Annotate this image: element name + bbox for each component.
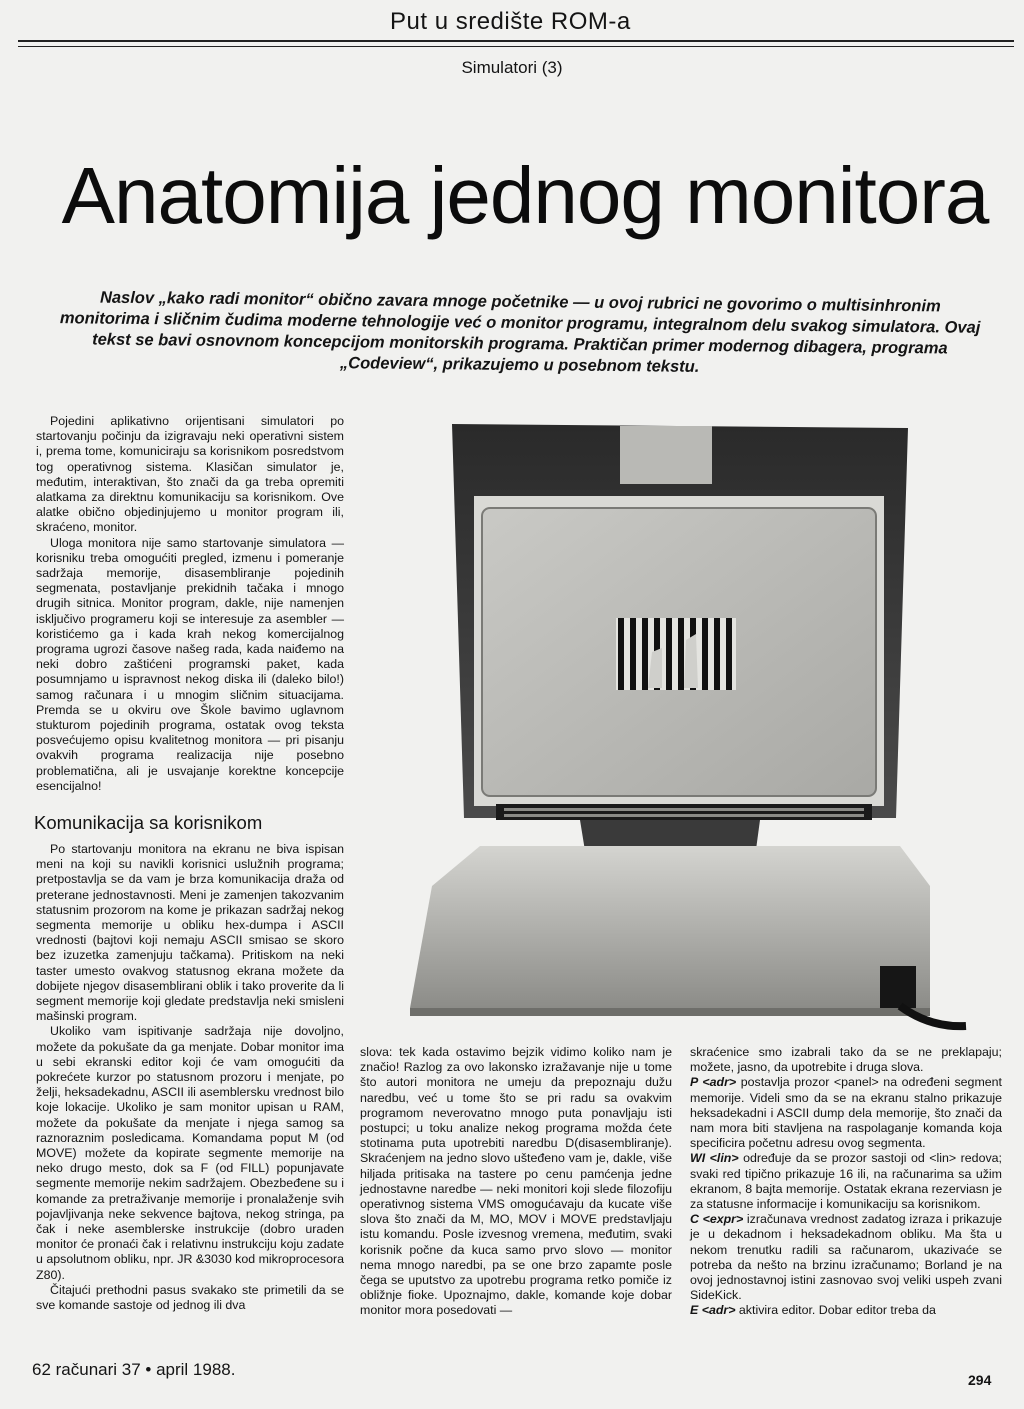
subheading: Komunikacija sa korisnikom	[34, 812, 263, 833]
column-1	[36, 414, 344, 794]
monitor-photo	[400, 416, 970, 1036]
body-paragraph: Ukoliko vam ispitivanje sadržaja nije dovoljno, možete da pokušate da ga menjate. Dobar monitor ima u sebi ekranski editor koji će vam omogućiti da pokrećete kurzor po statusnom prozoru i menjate, po želji, heksadekadnu, ASCII ili asemblersku vrednost bilo koje lokacije. Ukoliko je sam monitor upisan u RAM, možete da pokušate da menjate i njega samog sa raznoraznim posledicama. Komandama poput M (od MOVE) možete da kopirate segmente memorije na neko drugo mesto, dok sa F (od FILL) popunjavate segmente memorije nekim sadržajem. Obezbeđene su i komande za pretraživanje memorije i pronalaženje svih pojavljivanja neke sekvence bajtova, nekog stringa, pa čak i neke asemblerske instrukcije (dobro uraden monitor će pronaći čak i relativnu instrukciju koju zadate u apsolutnom obliku, npr. JR &3030 kod mikroprocesora Z80).	[36, 1024, 344, 1282]
article-headline: Anatomija jednog monitora	[61, 151, 989, 240]
command-description: izračunava vrednost zadatog izraza i prikazuje je u dekadnom i heksadekadnom obliku. Ma šta u nekom trenutku radili sa računarom, ukazivaće se potreba da nešto na brzinu izračunamo; Borland je na ovoj jednostavnoj istini zasnovao svoj veliki uspeh zvani SideKick.	[690, 1212, 1002, 1303]
body-paragraph: Uloga monitora nije samo startovanje simulatora — korisniku treba omogućiti pregled, izmenu i pomeranje sadržaja memorije, disasembliranje pojedinih segmenata, postavljanje prekidnih tačaka i mnogo drugih sitnica. Monitor program, dakle, nije namenjen isključivo programeru koji se interesuje za asembler — koristićemo ga i kada krah nekog komercijalnog programa ugrozi časove našeg rada, kada naiđemo na neki dobro zaštićeni programski paket, kada posumnjamo u ispravnost nekog diska ili (daleko bilo!) samog računara i u mnogim sličnim situacijama. Premda se u okviru ove Škole bavimo uglavnom stukturom pojedinih programa, ostatak ovog teksta posvećujemo opisu kvalitetnog monitora — pri pisanju ovakvih programa realizacija nije posebno problematična, ali je usvajanje korektne koncepcije esencijalno!	[36, 535, 344, 793]
body-paragraph: slova: tek kada ostavimo bejzik vidimo koliko nam je značio! Razlog za ovo lakonsko izražavanje nije u tome što autori monitora ne umeju da prepoznaju dužu naredbu, već u tome što se pri radu sa ovakvim programom neverovatno mnogo puta ponavljaju isti postupci; u toku analize nekog programa možda ćete stotinama puta upotrebiti naredbu D(disasembliranje). Skraćenjem na jedno slovo ušteđeno vam je, dakle, više hiljada pritisaka na tastere po cenu pamćenja jedne jednostavne naredbe — neki monitori koji slede filozofiju operativnog sistema VMS omogućavaju da kucate više slova što znači da M, MO, MOV i MOVE predstavljaju istu komandu. Posle izvesnog vremena, međutim, svaki korisnik počne da kuca samo prvo slovo — monitor nema mnogo naredbi, pa se one brzo zapamte posle čega se uputstvo za upotrebu programa retko pomiče iz obližnje fioke. Upoznajmo, dakle, komande koje dobar monitor mora posedovati —	[360, 1045, 672, 1318]
body-paragraph: Pojedini aplikativno orijentisani simulatori po startovanju počinju da izigravaju neki operativni sistem i, prema tome, komuniciraju sa korisnikom posredstvom tog operativnog sistema. Klasičan simulator je, međutim, interaktivan, što znači da ga treba opremiti alatkama za direktnu komunikaciju sa korisnikom. Ove alatke obično objedinjujemo u monitor program ili, skraćeno, monitor.	[36, 414, 344, 535]
body-paragraph: Čitajući prethodni pasus svakako ste primetili da se sve komande sastoje od jednog ili dva	[36, 1282, 344, 1313]
page-number: 294	[968, 1372, 992, 1388]
command-entry	[690, 1151, 1002, 1212]
command-entry	[690, 1303, 1002, 1318]
command-description: postavlja prozor <panel> na određeni segment memorije. Videli smo da se na ekranu stalno prikazuje heksadekadni i ASCII dump dela memorije, što znači da nam mora biti stavljena na raspolaganje komanda koja specificira početnu adresu ovog segmenta.	[690, 1075, 1002, 1151]
series-subtitle: Simulatori (3)	[461, 58, 563, 77]
lead-paragraph: Naslov „kako radi monitor“ obično zavara mnoge početnike — u ovoj rubrici ne govorimo o multisinhronim monitorima i sličnim čudima moderne tehnologije već o monitor programu, integralnom delu svakog simulatora. Ovaj tekst se bavi osnovnom koncepcijom monitorskih programa. Praktičan primer modernog dibagera, programa „Codeview“, prikazujemo u posebnom tekstu.	[59, 288, 981, 376]
command-entry	[690, 1212, 1002, 1303]
command-name: P <adr>	[690, 1075, 737, 1090]
monitor-illustration	[400, 416, 970, 1036]
command-entry	[690, 1075, 1002, 1151]
section-title: Put u središte ROM-a	[390, 8, 631, 35]
top-rule-thin	[18, 46, 1014, 47]
command-name: C <expr>	[690, 1212, 744, 1227]
command-description: određuje da se prozor sastoji od <lin> redova; svaki red tipično prikazuje 16 ili, na računarima sa užim ekranom, 8 bajta memorije. Ostatak ekrana rezerviasn je za statusne informacije i komunikaciju sa korisnikom.	[690, 1151, 1002, 1212]
body-paragraph: skraćenice smo izabrali tako da se ne preklapaju; možete, jasno, da upotrebite i druga slova.	[690, 1045, 1002, 1075]
top-rule	[18, 40, 1014, 42]
column-3	[690, 1045, 1002, 1319]
issue-footer: 62 računari 37 • april 1988.	[32, 1360, 236, 1379]
command-name: E <adr>	[690, 1303, 736, 1318]
command-name: WI <lin>	[690, 1151, 739, 1166]
command-description: aktivira editor. Dobar editor treba da	[735, 1303, 936, 1318]
body-paragraph: Po startovanju monitora na ekranu ne biva ispisan meni na koji su navikli korisnici uslužnih programa; pretpostavlja se da vam je brza komunikacija draža od preterane jednostavnosti. Meni je zamenjen takozvanim statusnim prozorom na kome je prikazan sadržaj nekog segmenta memorije u obliku hex-dumpa i ASCII vrednosti (bajtovi koji nemaju ASCII smisao se skoro bez izuzetka zamenjuju tačkama). Pritiskom na neki taster umesto ovakvog statusnog ekrana možete da dobijete njegov disasemblirani oblik i tako proverite da li segment memorije koji gledate predstavlja neki smisleni mašinski program.	[36, 842, 344, 1024]
column-2	[360, 1045, 672, 1319]
column-1-continued	[36, 842, 344, 1313]
